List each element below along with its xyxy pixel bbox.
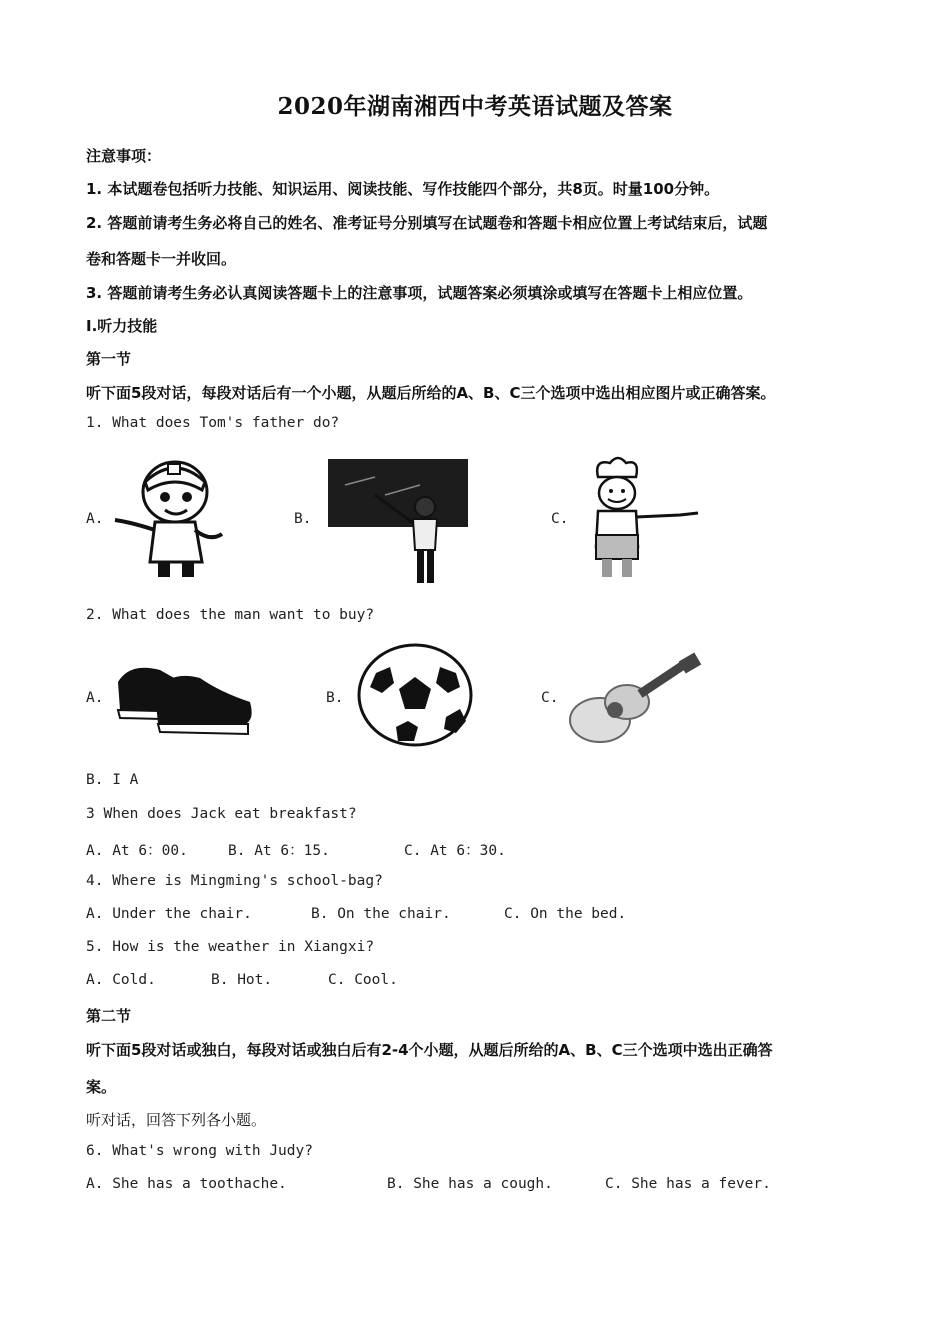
q1-option-a: A. bbox=[86, 511, 104, 527]
notice-item-1: 1. 本试题卷包括听力技能、知识运用、阅读技能、写作技能四个部分，共8页。时量100分钟。 bbox=[86, 180, 720, 198]
guitar-illustration bbox=[565, 652, 705, 747]
section-2-instruction-cont: 案。 bbox=[86, 1078, 117, 1096]
sneakers-illustration bbox=[110, 652, 260, 747]
question-2: 2. What does the man want to buy? bbox=[86, 607, 375, 623]
notice-heading: 注意事项： bbox=[86, 147, 162, 165]
q5-option-b: B. Hot. bbox=[211, 972, 273, 988]
q4-option-a: A. Under the chair. bbox=[86, 906, 252, 922]
question-1: 1. What does Tom's father do? bbox=[86, 415, 340, 431]
q4-option-b: B. On the chair. bbox=[311, 906, 451, 922]
question-6: 6. What's wrong with Judy? bbox=[86, 1143, 313, 1159]
q5-option-c: C. Cool. bbox=[328, 972, 398, 988]
q6-option-b: B. She has a cough. bbox=[387, 1176, 553, 1192]
q4-option-c: C. On the bed. bbox=[504, 906, 627, 922]
q2-option-b: B. bbox=[326, 690, 344, 706]
question-5: 5. How is the weather in Xiangxi? bbox=[86, 939, 375, 955]
notice-item-2: 2. 答题前请考生务必将自己的姓名、准考证号分别填写在试题卷和答题卡相应位置上考试结束后，试题 bbox=[86, 214, 768, 232]
q2-option-a: A. bbox=[86, 690, 104, 706]
question-4: 4. Where is Mingming's school-bag? bbox=[86, 873, 383, 889]
section-2-instruction: 听下面5段对话或独白，每段对话或独白后有2-4个小题，从题后所给的A、B、C三个选项中选出正确答 bbox=[86, 1041, 773, 1059]
section-2-subheading: 听对话，回答下列各小题。 bbox=[86, 1111, 267, 1129]
q1-option-b: B. bbox=[294, 511, 312, 527]
q1-option-c: C. bbox=[551, 511, 569, 527]
section-1-instruction: 听下面5段对话，每段对话后有一个小题，从题后所给的A、B、C三个选项中选出相应图片或正确答案。 bbox=[86, 384, 776, 402]
q3-option-c: C. At 6：30. bbox=[404, 843, 506, 859]
doctor-illustration bbox=[110, 452, 240, 582]
page-title: 2020年湖南湘西中考英语试题及答案 bbox=[277, 93, 673, 120]
notice-item-2-cont: 卷和答题卡一并收回。 bbox=[86, 250, 237, 268]
part-heading: I.听力技能 bbox=[86, 317, 158, 335]
q5-option-a: A. Cold. bbox=[86, 972, 156, 988]
q3-option-a: A. At 6：00. bbox=[86, 843, 188, 859]
section-1-heading: 第一节 bbox=[86, 350, 132, 368]
q3-option-b: B. At 6：15. bbox=[228, 843, 330, 859]
q2-answer-line: B. I A bbox=[86, 772, 139, 788]
q2-option-c: C. bbox=[541, 690, 559, 706]
section-2-heading: 第二节 bbox=[86, 1007, 132, 1025]
soccer-ball-illustration bbox=[356, 643, 474, 747]
notice-item-3: 3. 答题前请考生务必认真阅读答题卡上的注意事项，试题答案必须填涂或填写在答题卡上相应位置。 bbox=[86, 284, 753, 302]
teacher-illustration bbox=[325, 455, 470, 585]
q6-option-c: C. She has a fever. bbox=[605, 1176, 771, 1192]
question-3: 3 When does Jack eat breakfast? bbox=[86, 806, 357, 822]
q6-option-a: A. She has a toothache. bbox=[86, 1176, 287, 1192]
chef-illustration bbox=[580, 455, 705, 580]
